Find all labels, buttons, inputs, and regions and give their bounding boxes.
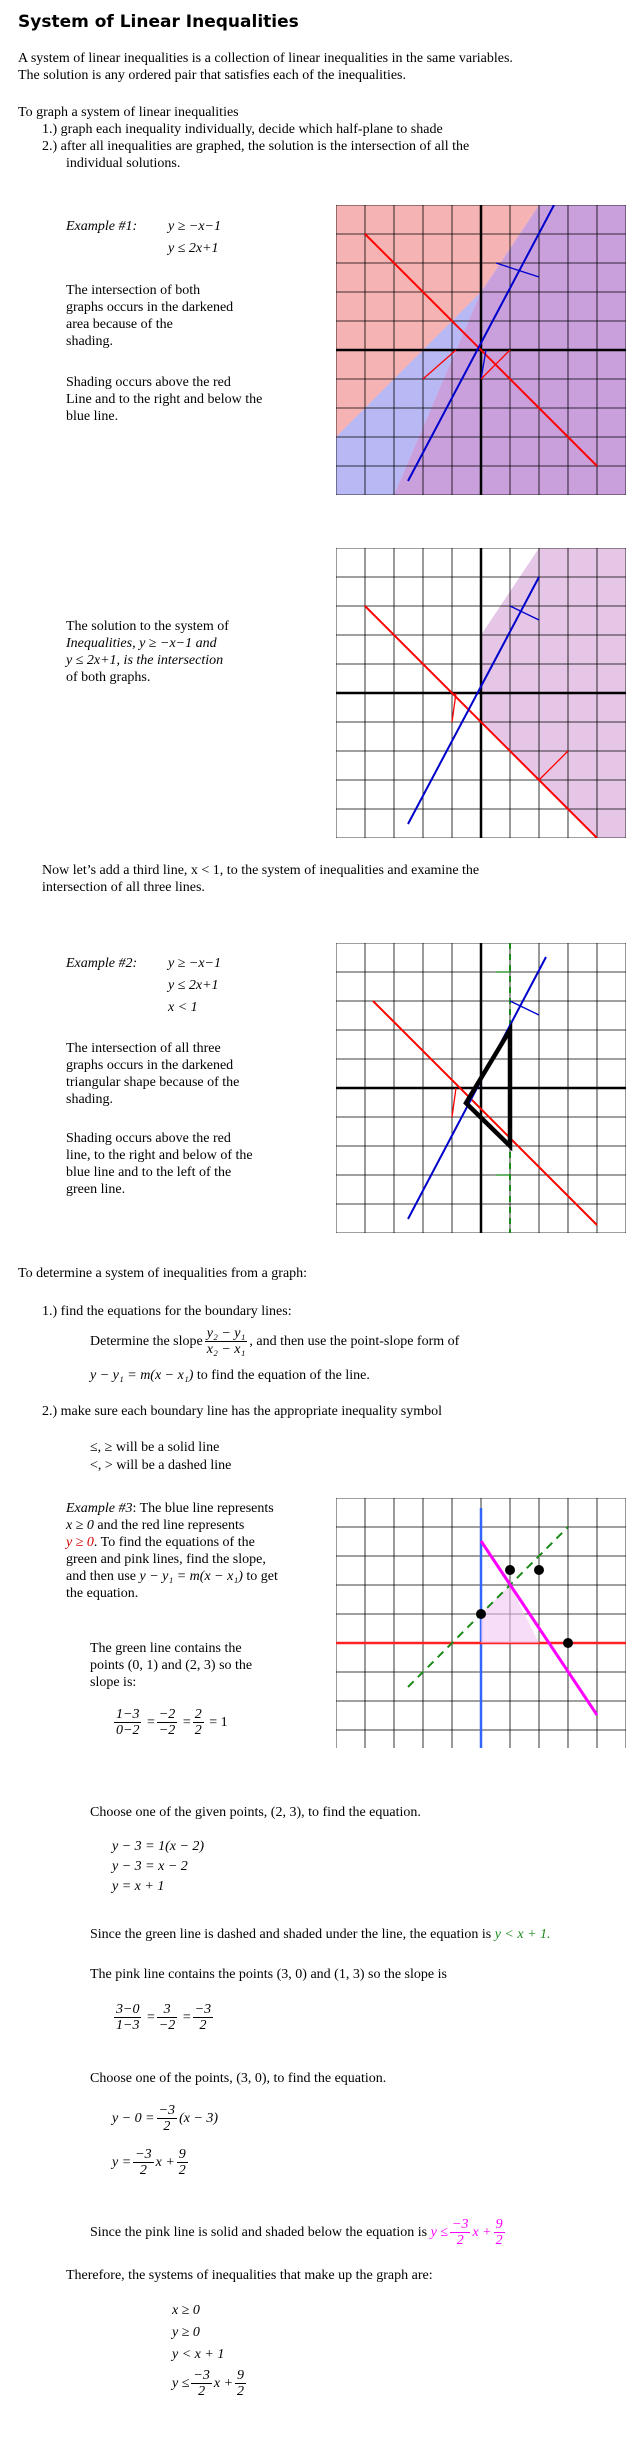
slope-formula-line: Determine the slope $\frac{\text{y₂ − y₁}}{\text{x₂ − x₁}}$ , and then use the point-slope form of xyxy=(90,1325,460,1357)
ex1-paragraph-2: Shading occurs above the red Line and to the right and below the blue line. xyxy=(66,375,263,424)
ex1-ineq-2: y ≤ 2x+1 xyxy=(168,241,219,256)
ex2-ineq-3: x < 1 xyxy=(168,1000,198,1015)
pink-eq-1: y − 0 = $\frac{-3}{2}$ (x − 3) xyxy=(112,2103,219,2134)
ex2-paragraph-1: The intersection of all three graphs occurs in the darkened triangular shape because of the shading. xyxy=(66,1041,240,1107)
pink-paragraph: The pink line contains the points (3, 0) and (1, 3) so the slope is xyxy=(90,1967,447,1982)
green-paragraph: The green line contains the points (0, 1) and (2, 3) so the slope is: xyxy=(90,1641,253,1690)
final-heading: Therefore, the systems of inequalities that make up the graph are: xyxy=(66,2268,433,2283)
determine-step-2: 2.) make sure each boundary line has the appropriate inequality symbol xyxy=(42,1404,443,1419)
ex2-ineq-1: y ≥ −x−1 xyxy=(168,956,222,971)
final-system: x ≥ 0 y ≥ 0 y < x + 1 y ≤ $\frac{-3}{2}$ x + $\frac{9}{2}$ xyxy=(172,2300,248,2399)
page-title: System of Linear Inequalities xyxy=(18,12,299,32)
dashed-rule: <, > will be a dashed line xyxy=(90,1458,232,1473)
green-choose: Choose one of the given points, (2, 3), to find the equation. xyxy=(90,1805,421,1820)
ex2-label: Example #2: xyxy=(66,956,138,971)
graph-ex3 xyxy=(336,1498,626,1748)
graph-ex2 xyxy=(336,943,626,1233)
green-slope-calc: $\frac{1-3}{0-2}$ = $\frac{-2}{-2}$ = $\frac{2}{2}$ = 1 xyxy=(116,1707,228,1738)
final-last-ineq: y ≤ $\frac{-3}{2}$ x + $\frac{9}{2}$ xyxy=(172,2368,245,2399)
slope-fraction: $\frac{\text{y₂ − y₁}}{\text{x₂ − x₁}}$ xyxy=(206,1325,246,1357)
ex1-paragraph-1: The intersection of both graphs occurs in the darkened area because of the shading. xyxy=(66,283,234,349)
pink-slope-calc: $\frac{3-0}{1-3}$ = $\frac{3}{-2}$ = $\frac{-3}{2}$ xyxy=(116,2002,212,2033)
ex1-ineq-1: y ≥ −x−1 xyxy=(168,219,222,234)
ex2-ineq-2: y ≤ 2x+1 xyxy=(168,978,219,993)
point-slope-line: y − y₁ = m(x − x₁) to find the equation of the line. xyxy=(90,1368,370,1383)
graph-sol1 xyxy=(336,548,626,838)
pink-eq-2: y = $\frac{-3}{2}$ x + $\frac{9}{2}$ xyxy=(112,2147,186,2178)
ex2-paragraph-2: Shading occurs above the red line, to the right and below of the blue line and to the left of the green line. xyxy=(66,1131,253,1197)
ex1-label: Example #1: xyxy=(66,219,138,234)
green-since: Since the green line is dashed and shaded under the line, the equation is y < x + 1. xyxy=(90,1927,551,1942)
step-1: 1.) graph each inequality individually, decide which half-plane to shade xyxy=(42,122,443,137)
pink-since: Since the pink line is solid and shaded below the equation is y ≤ $\frac{-3}{2}$ x + $\frac{9}{2}$ xyxy=(90,2217,503,2248)
pink-choose: Choose one of the points, (3, 0), to find the equation. xyxy=(90,2071,387,2086)
sol1-paragraph: The solution to the system of Inequalities, y ≥ −x−1 and y ≤ 2x+1, is the intersection of both graphs. xyxy=(66,619,229,685)
intro-line-1: A system of linear inequalities is a collection of linear inequalities in the same variables. xyxy=(18,51,513,66)
step-2: 2.) after all inequalities are graphed, the solution is the intersection of all the xyxy=(42,139,470,154)
determine-step-1: 1.) find the equations for the boundary lines: xyxy=(42,1304,292,1319)
steps-heading: To graph a system of linear inequalities xyxy=(18,105,239,120)
determine-heading: To determine a system of inequalities from a graph: xyxy=(18,1266,308,1281)
step-2-cont: individual solutions. xyxy=(66,156,181,171)
third-line-paragraph: Now let’s add a third line, x < 1, to the system of inequalities and examine the intersection of all three lines. xyxy=(42,863,480,895)
ex3-paragraph: Example #3: The blue line represents x ≥ 0 and the red line represents y ≥ 0. To find the equations of the green and pink lines, find the slope, and then use y − y₁ = m(x − x₁) to get the equation. xyxy=(66,1501,278,1601)
graph-ex1 xyxy=(336,205,626,495)
green-equations: y − 3 = 1(x − 2) y − 3 = x − 2 y = x + 1 xyxy=(112,1839,205,1894)
intro-line-2: The solution is any ordered pair that satisfies each of the inequalities. xyxy=(18,68,406,83)
solid-rule: ≤, ≥ will be a solid line xyxy=(90,1440,220,1455)
